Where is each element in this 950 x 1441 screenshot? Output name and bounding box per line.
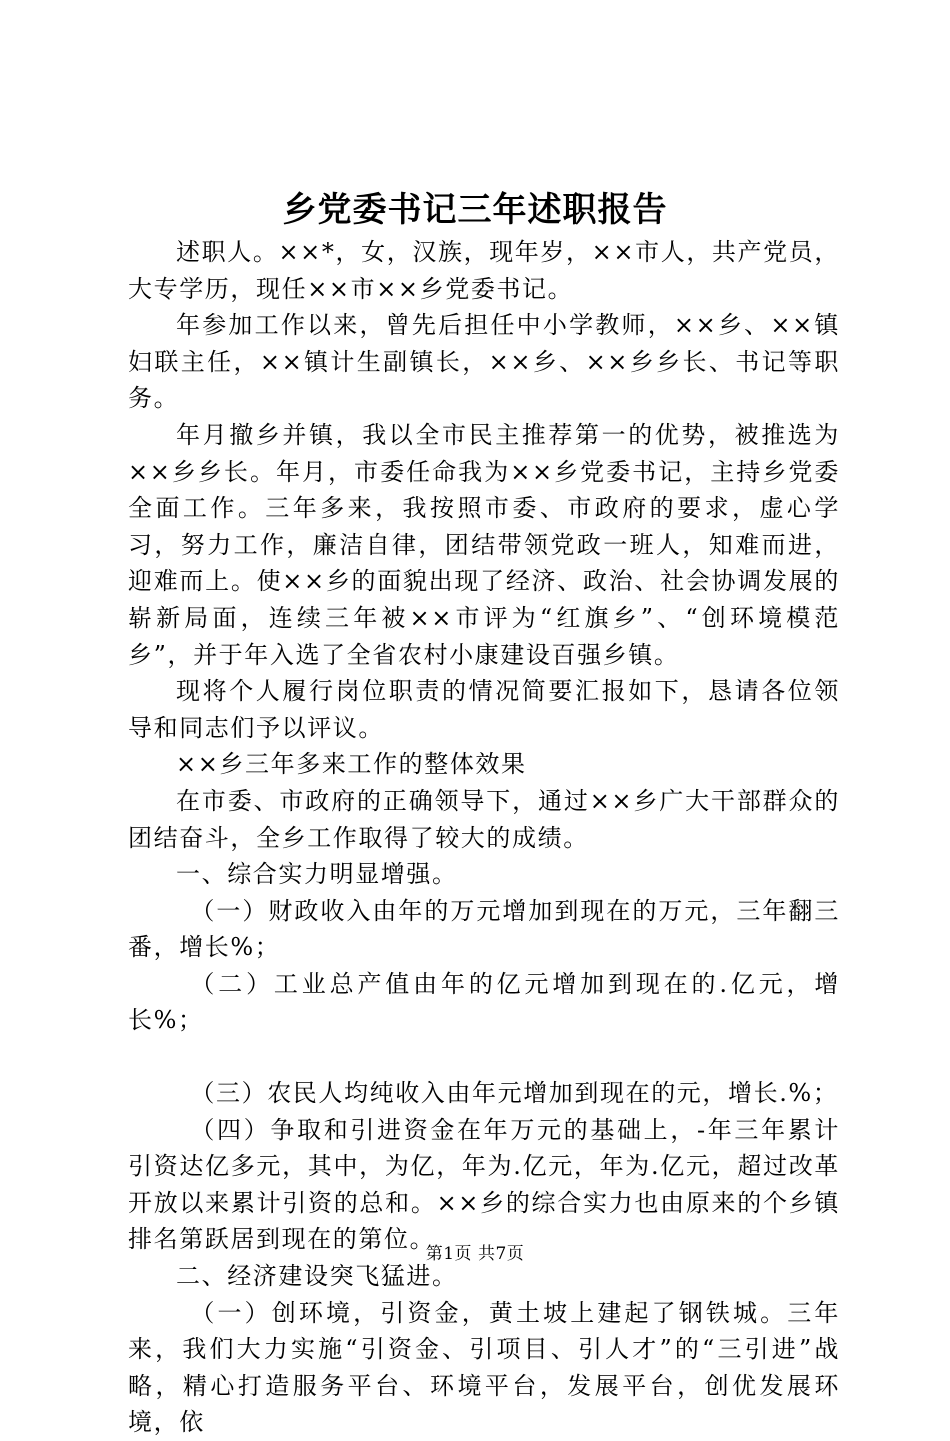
page-number-footer: 第1页 共7页 [425, 1244, 525, 1264]
list-item-environment: （一）创环境，引资金，黄土坡上建起了钢铁城。三年来，我们大力实施“引资金、引项目、引人才”的“三引进”战略，精心打造服务平台、环境平台，发展平台，创优发展环境，依 [128, 1298, 840, 1437]
paragraph-report-intro: 现将个人履行岗位职责的情况简要汇报如下，恳请各位领导和同志们予以评议。 [128, 677, 840, 742]
paragraph-achievements: 在市委、市政府的正确领导下，通过××乡广大干部群众的团结奋斗，全乡工作取得了较大的成绩。 [128, 786, 840, 852]
section-heading-strength: 一、综合实力明显增强。 [176, 860, 458, 889]
paragraph-introduction: 述职人。××*，女，汉族，现年岁，××市人，共产党员，大专学历，现任××市××乡党委书记。 [128, 238, 840, 303]
paragraph-work-history: 年参加工作以来，曾先后担任中小学教师，××乡、××镇妇联主任，××镇计生副镇长，××乡、××乡乡长、书记等职务。 [128, 311, 840, 413]
paragraph-appointment: 年月撤乡并镇，我以全市民主推荐第一的优势，被推选为××乡乡长。年月，市委任命我为××乡党委书记，主持乡党委全面工作。三年多来，我按照市委、市政府的要求，虚心学习，努力工作，廉洁自律，团结带领党政一班人，知难而进，迎难而上。使××乡的面貌出现了经济、政治、社会协调发展的崭新局面，连续三年被××市评为“红旗乡”、“创环境模范乡”，并于年入选了全省农村小康建设百强乡镇。 [128, 420, 840, 669]
list-item-investment: （四）争取和引进资金在年万元的基础上，-年三年累计引资达亿多元，其中，为亿，年为.亿元，年为.亿元，超过改革开放以来累计引资的总和。××乡的综合实力也由原来的个乡镇排名第跃居到现在的第位。 [128, 1115, 840, 1254]
list-item-fiscal-revenue: （一）财政收入由年的万元增加到现在的万元，三年翻三番，增长%； [128, 896, 840, 962]
section-heading-overall-effect: ××乡三年多来工作的整体效果 [176, 750, 527, 779]
document-title: 乡党委书记三年述职报告 [282, 190, 668, 230]
section-heading-economy: 二、经济建设突飞猛进。 [176, 1262, 458, 1291]
list-item-farmer-income: （三）农民人均纯收入由年元增加到现在的元，增长.%； [190, 1079, 839, 1108]
list-item-industrial-output: （二）工业总产值由年的亿元增加到现在的.亿元，增长%； [128, 969, 840, 1035]
